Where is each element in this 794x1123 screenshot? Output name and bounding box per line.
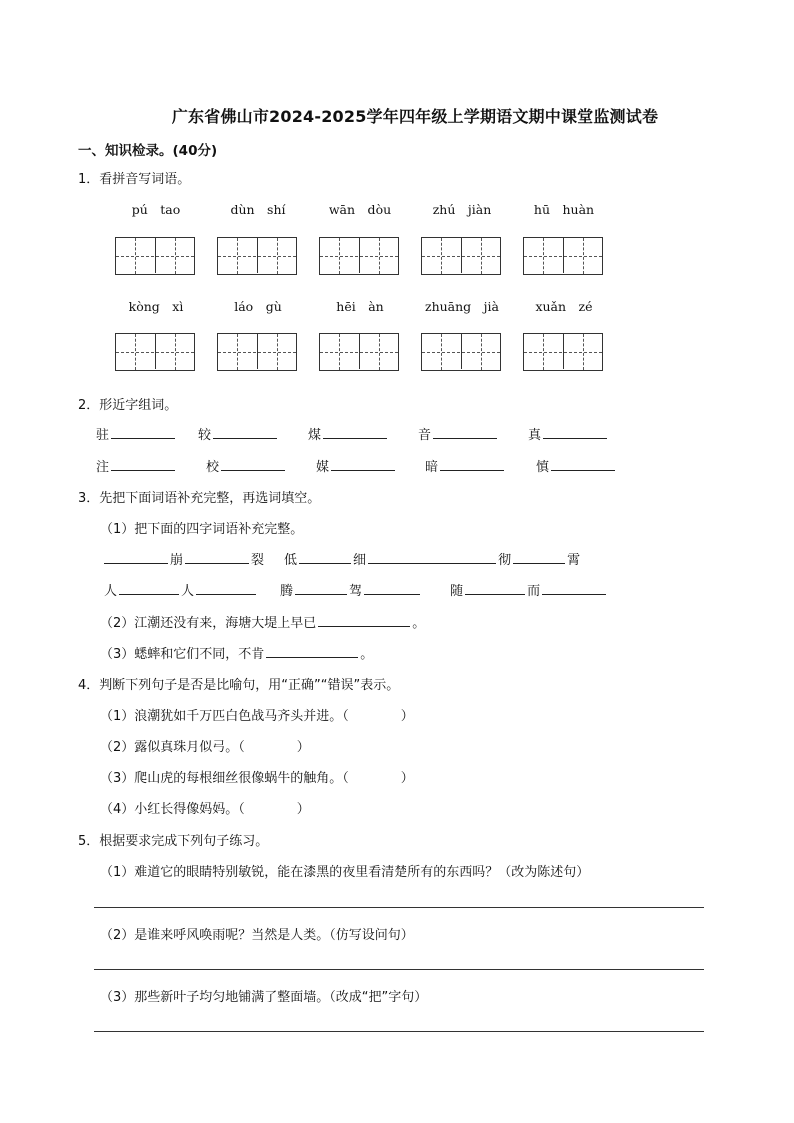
answer-blank[interactable] <box>119 580 179 595</box>
similar-char-item: 慎 <box>536 456 617 475</box>
judgement-item: （3）爬山虎的每根细丝很像蜗牛的触角。（ ） <box>100 771 414 786</box>
answer-line[interactable] <box>94 1031 704 1032</box>
pinyin-label: dùn shí <box>230 202 286 217</box>
answer-blank[interactable] <box>111 424 175 439</box>
judgement-item: （4）小红长得像妈妈。（ ） <box>100 802 310 817</box>
answer-blank[interactable] <box>318 612 410 627</box>
answer-blank[interactable] <box>185 549 249 564</box>
answer-blank[interactable] <box>368 549 496 564</box>
rewrite-item: （1）难道它的眼睛特别敏锐，能在漆黑的夜里看清楚所有的东西吗？（改为陈述句） <box>100 865 590 880</box>
writing-grid[interactable] <box>421 333 501 371</box>
writing-grid[interactable] <box>319 237 399 275</box>
similar-char-item: 煤 <box>308 424 389 443</box>
answer-blank[interactable] <box>196 580 256 595</box>
question-4-label: 4．判断下列句子是否是比喻句，用“正确”“错误”表示。 <box>78 678 400 693</box>
answer-blank[interactable] <box>221 456 285 471</box>
pinyin-label: hū huàn <box>533 202 595 217</box>
answer-blank[interactable] <box>542 580 606 595</box>
question-1-label: 1．看拼音写词语。 <box>78 172 191 187</box>
pinyin-label: zhuāng jià <box>424 299 500 314</box>
question-3-label: 3．先把下面词语补充完整，再选词填空。 <box>78 491 321 506</box>
similar-char-item: 真 <box>528 424 609 443</box>
sub-question-2: （2）江潮还没有来，海塘大堤上早已 。 <box>100 612 425 631</box>
similar-char-item: 暗 <box>425 456 506 475</box>
idiom-line-2: 人 人 腾 驾 随 而 <box>104 580 608 599</box>
writing-grid[interactable] <box>217 333 297 371</box>
answer-blank[interactable] <box>299 549 351 564</box>
pinyin-label: pú tao <box>131 202 181 217</box>
similar-char-item: 较 <box>198 424 279 443</box>
writing-grid[interactable] <box>217 237 297 275</box>
rewrite-item: （3）那些新叶子均匀地铺满了整面墙。（改成“把”字句） <box>100 990 428 1005</box>
answer-line[interactable] <box>94 969 704 970</box>
writing-grid[interactable] <box>523 237 603 275</box>
similar-char-item: 校 <box>206 456 287 475</box>
answer-blank[interactable] <box>266 643 358 658</box>
writing-grid[interactable] <box>115 237 195 275</box>
pinyin-label: kòng xì <box>128 299 184 314</box>
question-5-label: 5．根据要求完成下列句子练习。 <box>78 834 269 849</box>
answer-blank[interactable] <box>465 580 525 595</box>
page-title: 广东省佛山市2024-2025学年四年级上学期语文期中课堂监测试卷 <box>171 107 659 126</box>
answer-blank[interactable] <box>433 424 497 439</box>
pinyin-label: xuǎn zé <box>535 299 593 314</box>
pinyin-label: wān dòu <box>328 202 392 217</box>
answer-blank[interactable] <box>213 424 277 439</box>
sub-question-3: （3）蟋蟀和它们不同，不肯 。 <box>100 643 373 662</box>
writing-grid[interactable] <box>421 237 501 275</box>
pinyin-label: láo gù <box>234 299 282 314</box>
section-heading: 一、知识检录。(40分) <box>78 143 218 159</box>
answer-line[interactable] <box>94 907 704 908</box>
idiom-line-1: 崩 裂 低 细 彻 霄 <box>102 549 580 568</box>
judgement-item: （2）露似真珠月似弓。（ ） <box>100 740 310 755</box>
answer-blank[interactable] <box>440 456 504 471</box>
sub-question-label: （1）把下面的四字词语补充完整。 <box>100 522 304 537</box>
answer-blank[interactable] <box>364 580 420 595</box>
writing-grid[interactable] <box>115 333 195 371</box>
similar-char-item: 媒 <box>316 456 397 475</box>
writing-grid[interactable] <box>319 333 399 371</box>
answer-blank[interactable] <box>551 456 615 471</box>
question-2-label: 2．形近字组词。 <box>78 398 178 413</box>
similar-char-item: 注 <box>96 456 177 475</box>
answer-blank[interactable] <box>111 456 175 471</box>
pinyin-label: hēi àn <box>336 299 384 314</box>
answer-blank[interactable] <box>323 424 387 439</box>
answer-blank[interactable] <box>104 549 168 564</box>
answer-blank[interactable] <box>543 424 607 439</box>
rewrite-item: （2）是谁来呼风唤雨呢？当然是人类。（仿写设问句） <box>100 928 414 943</box>
answer-blank[interactable] <box>513 549 565 564</box>
writing-grid[interactable] <box>523 333 603 371</box>
answer-blank[interactable] <box>331 456 395 471</box>
similar-char-item: 音 <box>418 424 499 443</box>
similar-char-item: 驻 <box>96 424 177 443</box>
judgement-item: （1）浪潮犹如千万匹白色战马齐头并进。（ ） <box>100 709 414 724</box>
answer-blank[interactable] <box>295 580 347 595</box>
pinyin-label: zhú jiàn <box>432 202 492 217</box>
